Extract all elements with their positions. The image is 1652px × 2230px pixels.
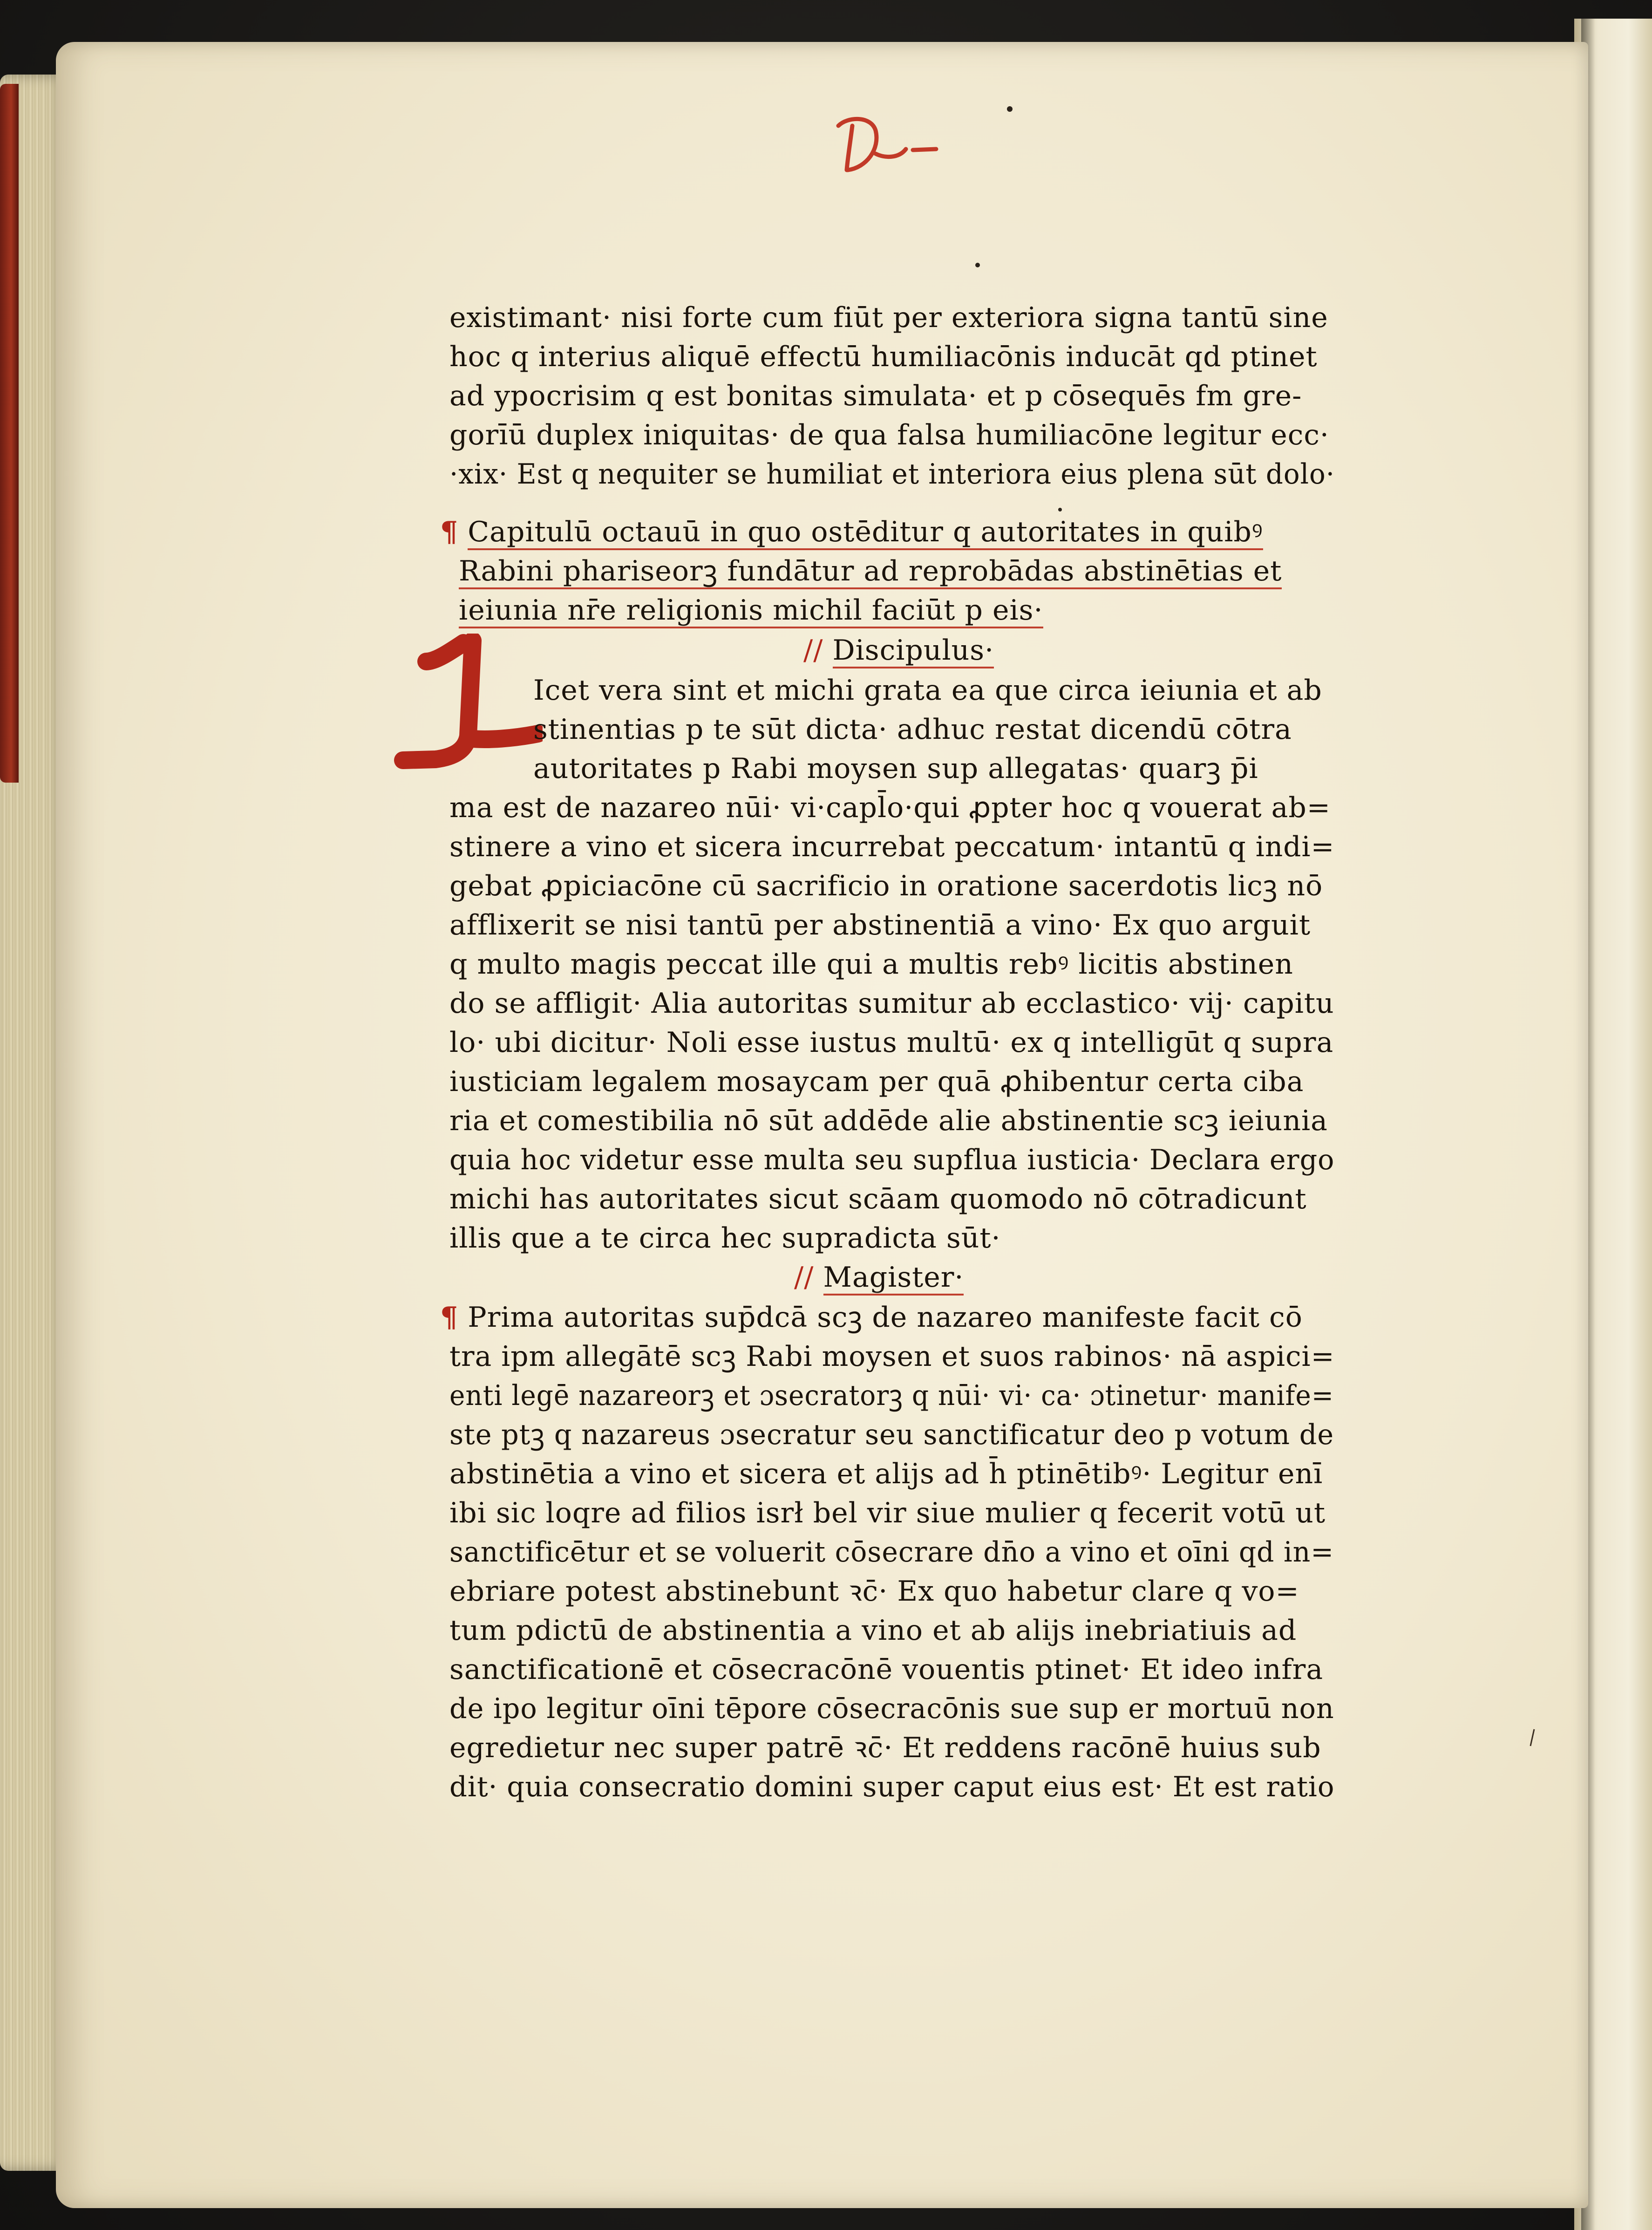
- magister-line: ebriare potest abstinebunt ꝛc̄· Ex quo habetur clare q vo=: [449, 1575, 1299, 1608]
- discipulus-line: ria et comestibilia nō sūt addēde alie abstinentie scꝫ ieiunia: [449, 1105, 1328, 1137]
- discipulus-line: illis que a te circa hec supradicta sūt·: [449, 1222, 1001, 1255]
- discipulus-line: iusticiam legalem mosaycam per quā ꝓhibentur certa ciba: [449, 1065, 1304, 1098]
- magister-line: enti legē nazareorꝫ et ɔsecratorꝫ q nūi· vi· ca· ɔtinetur· manife=: [449, 1379, 1334, 1412]
- discipulus-line: lo· ubi dicitur· Noli esse iustus multū· ex q intelligūt q supra: [449, 1026, 1334, 1059]
- discipulus-line: stinentias p te sūt dicta· adhuc restat dicendū cōtra: [533, 713, 1292, 746]
- discipulus-line: ma est de nazareo nūi· vi·capl̄o·qui ꝓpter hoc q vouerat ab=: [449, 791, 1331, 824]
- magister-label-line: [794, 1258, 964, 1297]
- intro-line: gorīū duplex iniquitas· de qua falsa humiliacōne legitur ecc·: [449, 419, 1330, 451]
- discipulus-label: Discipulus·: [833, 634, 994, 668]
- discipulus-label-line: [803, 631, 994, 670]
- chapter-heading-text: Rabini phariseorꝫ fundātur ad reprobādas abstinētias et: [459, 555, 1282, 589]
- intro-line: ·xix· Est q nequiter se humiliat et interiora eius plena sūt dolo·: [449, 458, 1335, 491]
- chapter-heading-line: [440, 512, 1263, 552]
- discipulus-line: q multo magis peccat ille qui a multis rebꝰ licitis abstinen: [449, 948, 1293, 981]
- pilcrow-mark: ¶: [440, 516, 459, 548]
- discipulus-line: do se affligit· Alia autoritas sumitur ab ecclastico· vij· capitu: [449, 987, 1334, 1020]
- discipulus-line: stinere a vino et sicera incurrebat peccatum· intantū q indi=: [449, 831, 1335, 863]
- ink-dot-heading: [1058, 508, 1062, 511]
- discipulus-line: Icet vera sint et michi grata ea que circa ieiunia et ab: [533, 674, 1322, 707]
- magister-label: Magister·: [823, 1261, 964, 1296]
- discipulus-line: autoritates p Rabi moysen sup allegatas· quarꝫ p̄i: [533, 752, 1258, 785]
- magister-line: dit· quia consecratio domini super caput eius est· Et est ratio: [449, 1771, 1335, 1803]
- chapter-heading-text: Capitulū octauū in quo ostēditur q autoritates in quibꝰ: [468, 516, 1263, 550]
- magister-line: abstinētia a vino et sicera et alijs ad h̄ ptinētibꝰ· Legitur enī: [449, 1458, 1323, 1490]
- intro-line: ad ypocrisim q est bonitas simulata· et p cōsequēs fm gre-: [449, 380, 1302, 412]
- chapter-heading-line: [459, 591, 1043, 630]
- magister-line: tum pdictū de abstinentia a vino et ab alijs inebriatiuis ad: [449, 1614, 1297, 1647]
- intro-line: hoc q interius aliquē effectū humiliacōnis inducāt qd ptinet: [449, 341, 1318, 373]
- intro-line: existimant· nisi forte cum fiūt per exteriora signa tantū sine: [449, 301, 1328, 334]
- magister-line: de ipo legitur oīni tēpore cōsecracōnis sue sup er mortuū non: [449, 1692, 1334, 1725]
- margin-pen-mark: [1528, 1728, 1537, 1747]
- speaker-marker: //: [794, 1261, 814, 1294]
- red-binding-edge: [0, 84, 19, 783]
- ink-dot-top: [1007, 106, 1013, 112]
- discipulus-line: quia hoc videtur esse multa seu supflua iusticia· Declara ergo: [449, 1144, 1335, 1176]
- discipulus-line: gebat ꝓpiciacōne cū sacrificio in oratione sacerdotis licꝫ nō: [449, 870, 1323, 902]
- magister-line: ste ptꝫ q nazareus ɔsecratur seu sanctificatur deo p votum de: [449, 1418, 1334, 1451]
- magister-line: sanctificationē et cōsecracōnē vouentis ptinet· Et ideo infra: [449, 1653, 1324, 1686]
- magister-line: egredietur nec super patrē ꝛc̄· Et reddens racōnē huius sub: [449, 1732, 1321, 1764]
- magister-line: ibi sic loqre ad filios isrł bel vir siue mulier q fecerit votū ut: [449, 1497, 1326, 1529]
- speaker-marker: //: [803, 634, 823, 667]
- magister-line: [440, 1298, 1303, 1337]
- chapter-heading-text: ieiunia nr̄e religionis michil faciūt p eis·: [459, 594, 1043, 628]
- discipulus-line: michi has autoritates sicut scāam quomodo nō cōtradicunt: [449, 1183, 1307, 1215]
- magister-line: sanctificētur et se voluerit cōsecrare dn̄o a vino et oīni qd in=: [449, 1536, 1334, 1569]
- magister-first-line: Prima autoritas sup̄dcā scꝫ de nazareo manifeste facit cō: [468, 1301, 1303, 1334]
- rubricated-initial-L: [394, 634, 543, 773]
- red-folio-mark: [820, 112, 941, 182]
- ink-dot-middle: [975, 263, 980, 267]
- magister-line: tra ipm allegātē scꝫ Rabi moysen et suos rabinos· nā aspici=: [449, 1340, 1335, 1373]
- chapter-heading-line: [459, 552, 1282, 591]
- pilcrow-mark: ¶: [440, 1301, 459, 1334]
- discipulus-line: afflixerit se nisi tantū per abstinentiā a vino· Ex quo arguit: [449, 909, 1311, 941]
